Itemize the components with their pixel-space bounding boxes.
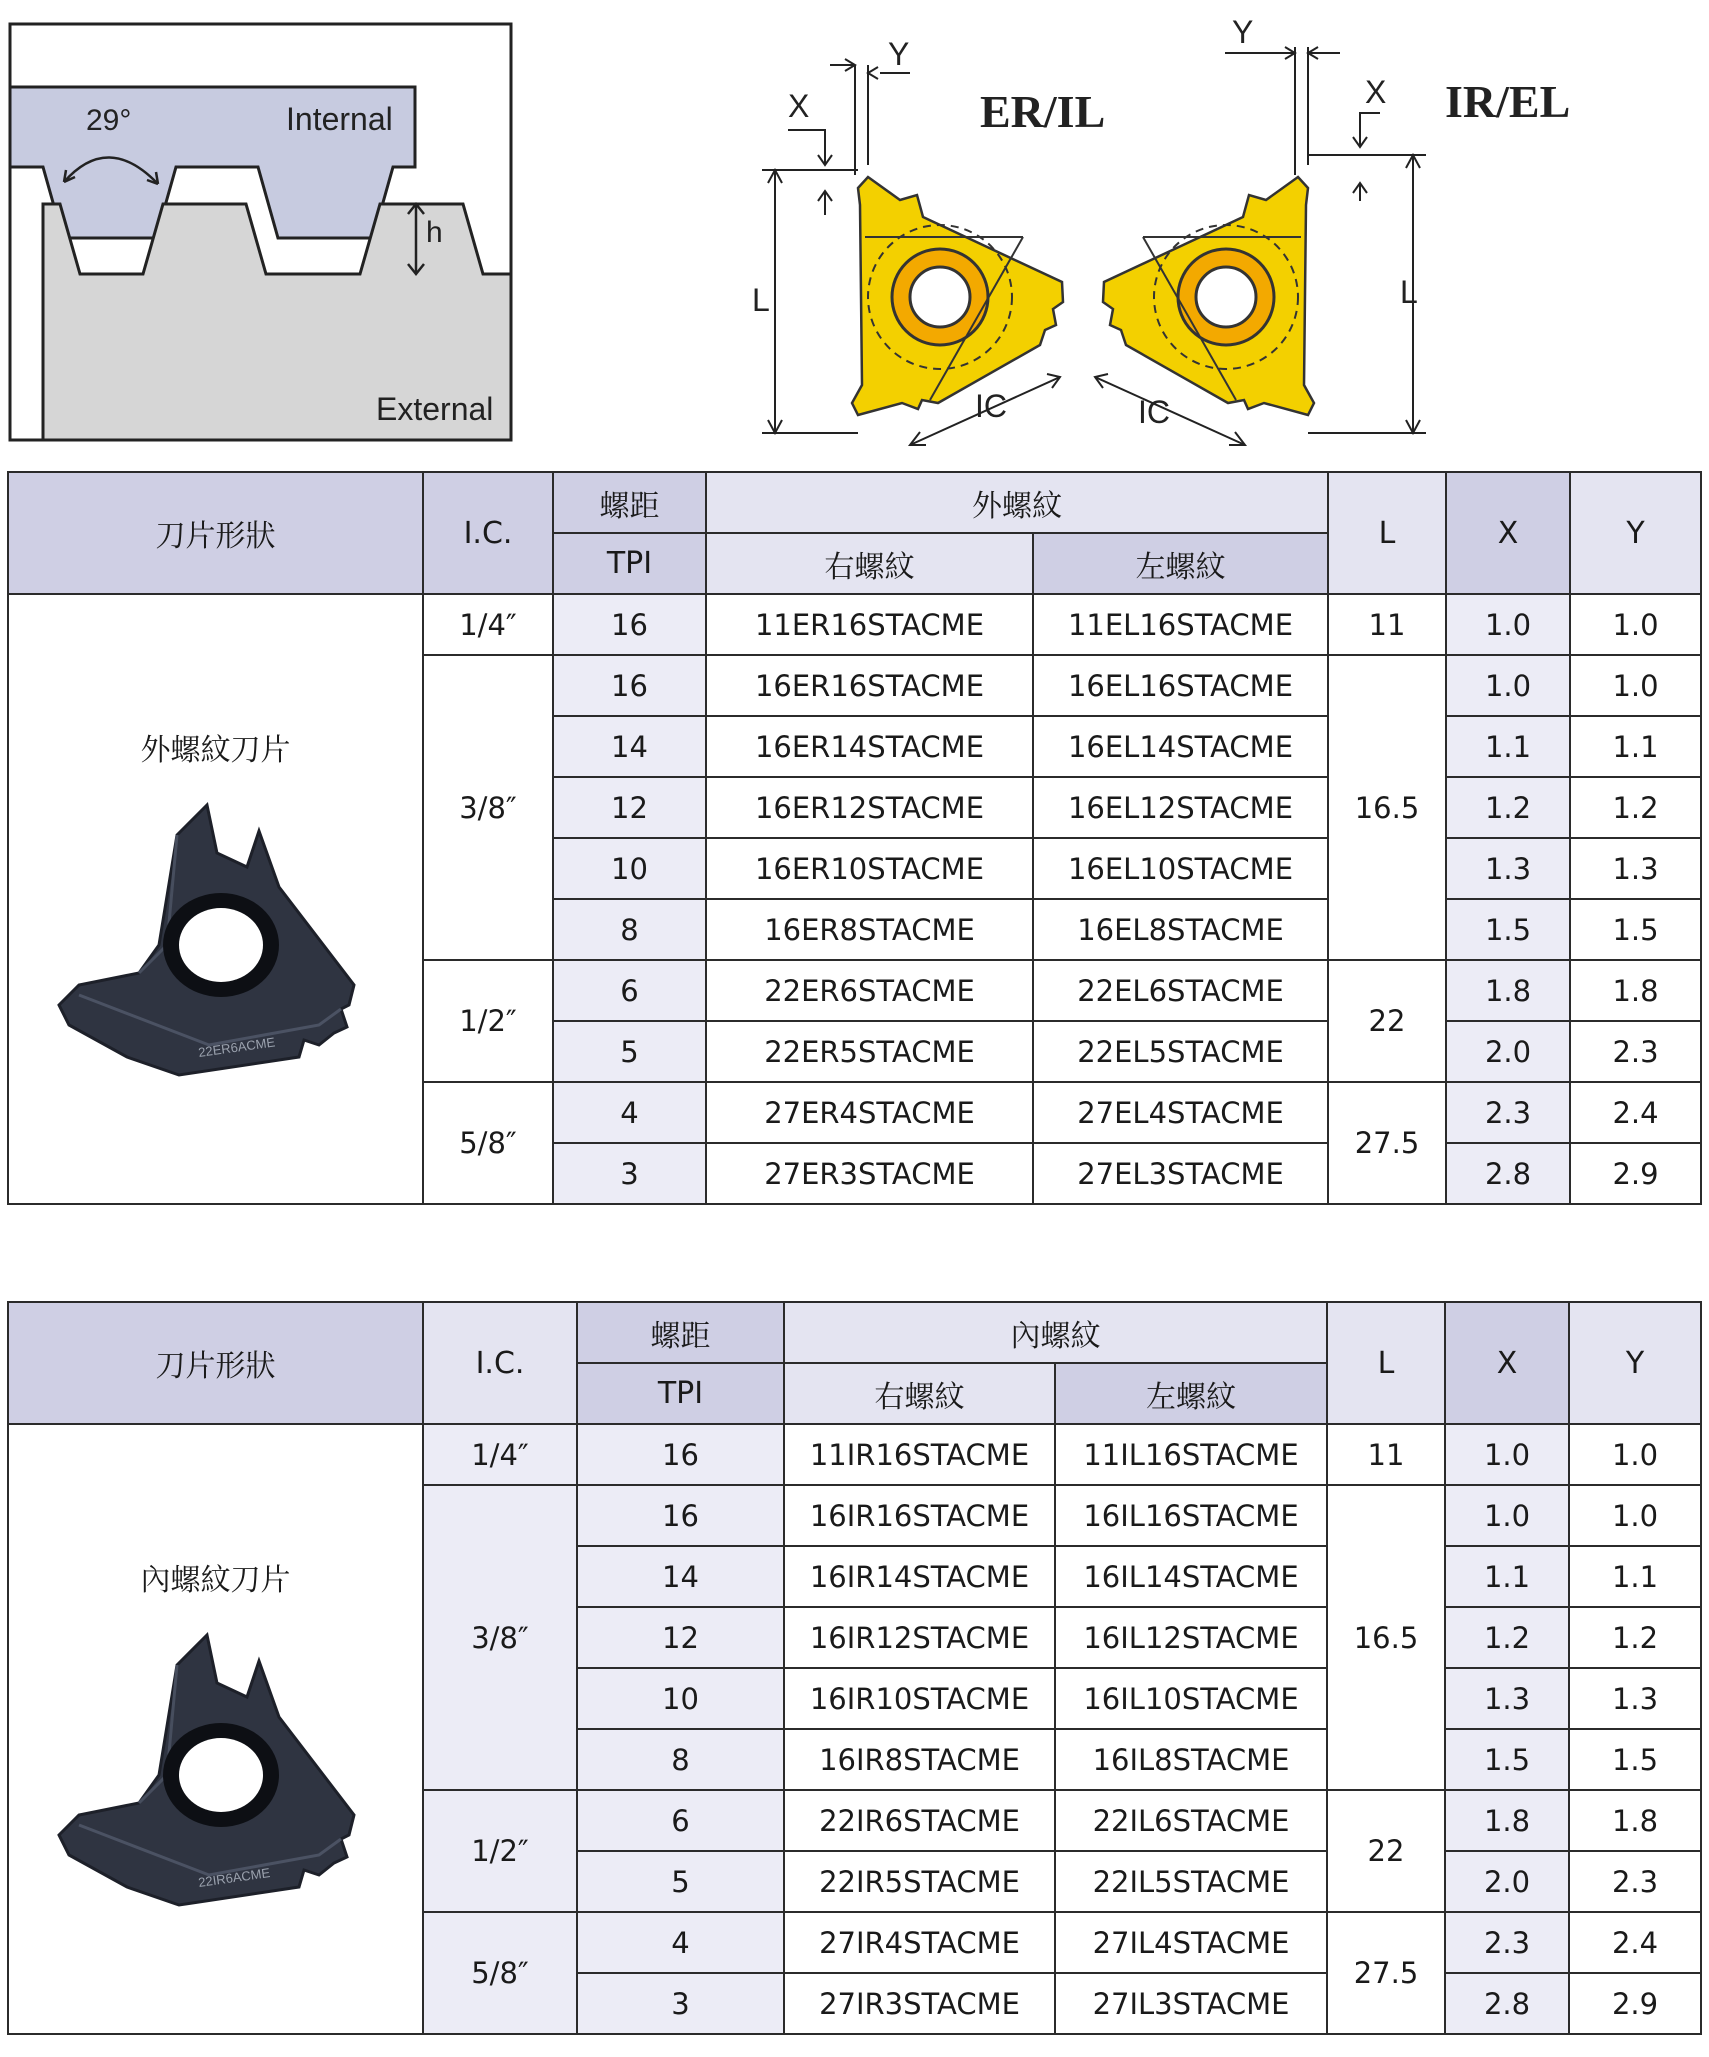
header-right-thread: 右螺紋 bbox=[784, 1363, 1055, 1424]
tpi-cell: 3 bbox=[577, 1973, 784, 2034]
left-thread-code: 27IL4STACME bbox=[1055, 1912, 1327, 1973]
header-pitch: 螺距 bbox=[577, 1302, 784, 1363]
y-cell: 1.3 bbox=[1570, 838, 1701, 899]
tpi-cell: 8 bbox=[553, 899, 706, 960]
er-il-insert bbox=[852, 177, 1063, 415]
y-cell: 1.0 bbox=[1570, 594, 1701, 655]
right-thread-code: 27ER3STACME bbox=[706, 1143, 1033, 1204]
ic-cell: 1/2″ bbox=[423, 960, 553, 1082]
right-dim-y: Y bbox=[1232, 14, 1254, 50]
right-thread-code: 16ER16STACME bbox=[706, 655, 1033, 716]
x-cell: 2.8 bbox=[1445, 1973, 1569, 2034]
left-thread-code: 16EL10STACME bbox=[1033, 838, 1328, 899]
right-thread-code: 16IR8STACME bbox=[784, 1729, 1055, 1790]
header-shape: 刀片形狀 bbox=[8, 1302, 423, 1424]
right-thread-code: 11IR16STACME bbox=[784, 1424, 1055, 1485]
ic-cell: 1/2″ bbox=[423, 1790, 577, 1912]
left-thread-code: 16IL16STACME bbox=[1055, 1485, 1327, 1546]
x-cell: 1.5 bbox=[1446, 899, 1570, 960]
x-cell: 2.0 bbox=[1446, 1021, 1570, 1082]
x-cell: 2.0 bbox=[1445, 1851, 1569, 1912]
right-thread-code: 11ER16STACME bbox=[706, 594, 1033, 655]
left-dim-ic: IC bbox=[975, 388, 1007, 424]
y-cell: 1.2 bbox=[1570, 777, 1701, 838]
left-thread-code: 16EL12STACME bbox=[1033, 777, 1328, 838]
insert-shape-label: 外螺紋刀片 bbox=[140, 733, 291, 768]
header-l: L bbox=[1327, 1302, 1445, 1424]
header-pitch: 螺距 bbox=[553, 472, 706, 533]
angle-label: 29° bbox=[86, 104, 132, 137]
left-thread-code: 22EL5STACME bbox=[1033, 1021, 1328, 1082]
left-title: ER/IL bbox=[980, 86, 1106, 137]
x-cell: 1.3 bbox=[1445, 1668, 1569, 1729]
right-thread-code: 16ER14STACME bbox=[706, 716, 1033, 777]
ic-cell: 5/8″ bbox=[423, 1912, 577, 2034]
left-thread-code: 16IL14STACME bbox=[1055, 1546, 1327, 1607]
ic-cell: 5/8″ bbox=[423, 1082, 553, 1204]
x-cell: 2.3 bbox=[1446, 1082, 1570, 1143]
thread-profile-diagram bbox=[8, 22, 513, 442]
tpi-cell: 10 bbox=[577, 1668, 784, 1729]
x-cell: 1.1 bbox=[1445, 1546, 1569, 1607]
insert-photo bbox=[49, 795, 389, 1085]
y-cell: 1.1 bbox=[1570, 716, 1701, 777]
tpi-cell: 16 bbox=[553, 594, 706, 655]
right-thread-code: 16IR14STACME bbox=[784, 1546, 1055, 1607]
x-cell: 2.3 bbox=[1445, 1912, 1569, 1973]
right-thread-code: 16IR16STACME bbox=[784, 1485, 1055, 1546]
left-thread-code: 16IL12STACME bbox=[1055, 1607, 1327, 1668]
left-thread-code: 22IL6STACME bbox=[1055, 1790, 1327, 1851]
tpi-cell: 8 bbox=[577, 1729, 784, 1790]
tpi-cell: 16 bbox=[577, 1424, 784, 1485]
right-thread-code: 27IR4STACME bbox=[784, 1912, 1055, 1973]
insert-shape-cell bbox=[8, 594, 423, 1204]
x-cell: 1.8 bbox=[1446, 960, 1570, 1021]
right-thread-code: 16ER8STACME bbox=[706, 899, 1033, 960]
tpi-cell: 5 bbox=[577, 1851, 784, 1912]
tpi-cell: 12 bbox=[577, 1607, 784, 1668]
right-thread-code: 22IR5STACME bbox=[784, 1851, 1055, 1912]
x-cell: 1.1 bbox=[1446, 716, 1570, 777]
header-y: Y bbox=[1570, 472, 1701, 594]
y-cell: 1.5 bbox=[1569, 1729, 1701, 1790]
l-cell: 11 bbox=[1327, 1424, 1445, 1485]
left-dim-l: L bbox=[752, 282, 770, 318]
right-thread-code: 27ER4STACME bbox=[706, 1082, 1033, 1143]
l-cell: 11 bbox=[1328, 594, 1446, 655]
y-cell: 1.2 bbox=[1569, 1607, 1701, 1668]
right-thread-code: 22ER5STACME bbox=[706, 1021, 1033, 1082]
header-l: L bbox=[1328, 472, 1446, 594]
y-cell: 2.9 bbox=[1570, 1143, 1701, 1204]
left-thread-code: 27IL3STACME bbox=[1055, 1973, 1327, 2034]
y-cell: 1.0 bbox=[1569, 1424, 1701, 1485]
ic-cell: 1/4″ bbox=[423, 594, 553, 655]
insert-shape-label: 內螺紋刀片 bbox=[140, 1563, 291, 1598]
l-cell: 16.5 bbox=[1328, 655, 1446, 960]
x-cell: 1.0 bbox=[1445, 1424, 1569, 1485]
l-cell: 27.5 bbox=[1327, 1912, 1445, 2034]
x-cell: 2.8 bbox=[1446, 1143, 1570, 1204]
header-ic: I.C. bbox=[423, 1302, 577, 1424]
ic-cell: 1/4″ bbox=[423, 1424, 577, 1485]
left-thread-code: 16EL16STACME bbox=[1033, 655, 1328, 716]
right-dim-x: X bbox=[1365, 74, 1387, 110]
y-cell: 2.4 bbox=[1569, 1912, 1701, 1973]
tpi-cell: 3 bbox=[553, 1143, 706, 1204]
external-label: External bbox=[376, 391, 494, 427]
header-x: X bbox=[1445, 1302, 1569, 1424]
ir-el-insert bbox=[1103, 177, 1314, 415]
y-cell: 1.3 bbox=[1569, 1668, 1701, 1729]
header-left-thread: 左螺紋 bbox=[1055, 1363, 1327, 1424]
tpi-cell: 12 bbox=[553, 777, 706, 838]
y-cell: 1.1 bbox=[1569, 1546, 1701, 1607]
header-x: X bbox=[1446, 472, 1570, 594]
right-title: IR/EL bbox=[1445, 76, 1571, 127]
right-dim-l: L bbox=[1400, 274, 1418, 310]
y-cell: 1.8 bbox=[1569, 1790, 1701, 1851]
right-thread-code: 16ER12STACME bbox=[706, 777, 1033, 838]
tpi-cell: 4 bbox=[553, 1082, 706, 1143]
tpi-cell: 10 bbox=[553, 838, 706, 899]
header-left-thread: 左螺紋 bbox=[1033, 533, 1328, 594]
tpi-cell: 6 bbox=[577, 1790, 784, 1851]
table-row bbox=[8, 594, 1701, 655]
header-right-thread: 右螺紋 bbox=[706, 533, 1033, 594]
header-thread-group: 內螺紋 bbox=[784, 1302, 1327, 1363]
left-thread-code: 22EL6STACME bbox=[1033, 960, 1328, 1021]
l-cell: 22 bbox=[1328, 960, 1446, 1082]
x-cell: 1.2 bbox=[1445, 1607, 1569, 1668]
y-cell: 2.3 bbox=[1569, 1851, 1701, 1912]
header-shape: 刀片形狀 bbox=[8, 472, 423, 594]
insert-photo bbox=[49, 1625, 389, 1915]
l-cell: 16.5 bbox=[1327, 1485, 1445, 1790]
left-thread-code: 27EL4STACME bbox=[1033, 1082, 1328, 1143]
ic-cell: 3/8″ bbox=[423, 655, 553, 960]
tpi-cell: 16 bbox=[553, 655, 706, 716]
l-cell: 22 bbox=[1327, 1790, 1445, 1912]
insert-shape-cell bbox=[8, 1424, 423, 2034]
right-thread-code: 27IR3STACME bbox=[784, 1973, 1055, 2034]
right-thread-code: 16IR10STACME bbox=[784, 1668, 1055, 1729]
y-cell: 2.3 bbox=[1570, 1021, 1701, 1082]
left-thread-code: 16EL8STACME bbox=[1033, 899, 1328, 960]
height-label: h bbox=[426, 216, 443, 249]
ic-cell: 3/8″ bbox=[423, 1485, 577, 1790]
x-cell: 1.0 bbox=[1445, 1485, 1569, 1546]
left-dim-y: Y bbox=[888, 36, 910, 72]
right-thread-code: 22IR6STACME bbox=[784, 1790, 1055, 1851]
x-cell: 1.2 bbox=[1446, 777, 1570, 838]
header-ic: I.C. bbox=[423, 472, 553, 594]
right-thread-code: 22ER6STACME bbox=[706, 960, 1033, 1021]
insert-dimension-drawing bbox=[740, 5, 1700, 460]
right-thread-code: 16IR12STACME bbox=[784, 1607, 1055, 1668]
insert-marking: 22ER6ACME bbox=[197, 1034, 276, 1060]
internal-label: Internal bbox=[286, 101, 393, 137]
y-cell: 1.5 bbox=[1570, 899, 1701, 960]
y-cell: 2.9 bbox=[1569, 1973, 1701, 2034]
internal-thread-table bbox=[7, 1301, 1702, 2035]
external-thread-table bbox=[7, 471, 1702, 1205]
header-tpi: TPI bbox=[577, 1363, 784, 1424]
right-thread-code: 16ER10STACME bbox=[706, 838, 1033, 899]
left-thread-code: 16IL8STACME bbox=[1055, 1729, 1327, 1790]
left-thread-code: 11IL16STACME bbox=[1055, 1424, 1327, 1485]
x-cell: 1.8 bbox=[1445, 1790, 1569, 1851]
tpi-cell: 16 bbox=[577, 1485, 784, 1546]
table-row bbox=[8, 1424, 1701, 1485]
tpi-cell: 4 bbox=[577, 1912, 784, 1973]
tpi-cell: 14 bbox=[553, 716, 706, 777]
left-thread-code: 16EL14STACME bbox=[1033, 716, 1328, 777]
y-cell: 1.0 bbox=[1569, 1485, 1701, 1546]
left-thread-code: 16IL10STACME bbox=[1055, 1668, 1327, 1729]
insert-marking: 22IR6ACME bbox=[197, 1865, 271, 1890]
l-cell: 27.5 bbox=[1328, 1082, 1446, 1204]
y-cell: 1.8 bbox=[1570, 960, 1701, 1021]
x-cell: 1.5 bbox=[1445, 1729, 1569, 1790]
tpi-cell: 6 bbox=[553, 960, 706, 1021]
right-dim-ic: IC bbox=[1138, 394, 1170, 430]
y-cell: 1.0 bbox=[1570, 655, 1701, 716]
header-tpi: TPI bbox=[553, 533, 706, 594]
tpi-cell: 14 bbox=[577, 1546, 784, 1607]
tpi-cell: 5 bbox=[553, 1021, 706, 1082]
header-thread-group: 外螺紋 bbox=[706, 472, 1328, 533]
x-cell: 1.3 bbox=[1446, 838, 1570, 899]
left-thread-code: 27EL3STACME bbox=[1033, 1143, 1328, 1204]
y-cell: 2.4 bbox=[1570, 1082, 1701, 1143]
left-thread-code: 11EL16STACME bbox=[1033, 594, 1328, 655]
header-y: Y bbox=[1569, 1302, 1701, 1424]
left-thread-code: 22IL5STACME bbox=[1055, 1851, 1327, 1912]
x-cell: 1.0 bbox=[1446, 655, 1570, 716]
left-dim-x: X bbox=[788, 88, 810, 124]
x-cell: 1.0 bbox=[1446, 594, 1570, 655]
